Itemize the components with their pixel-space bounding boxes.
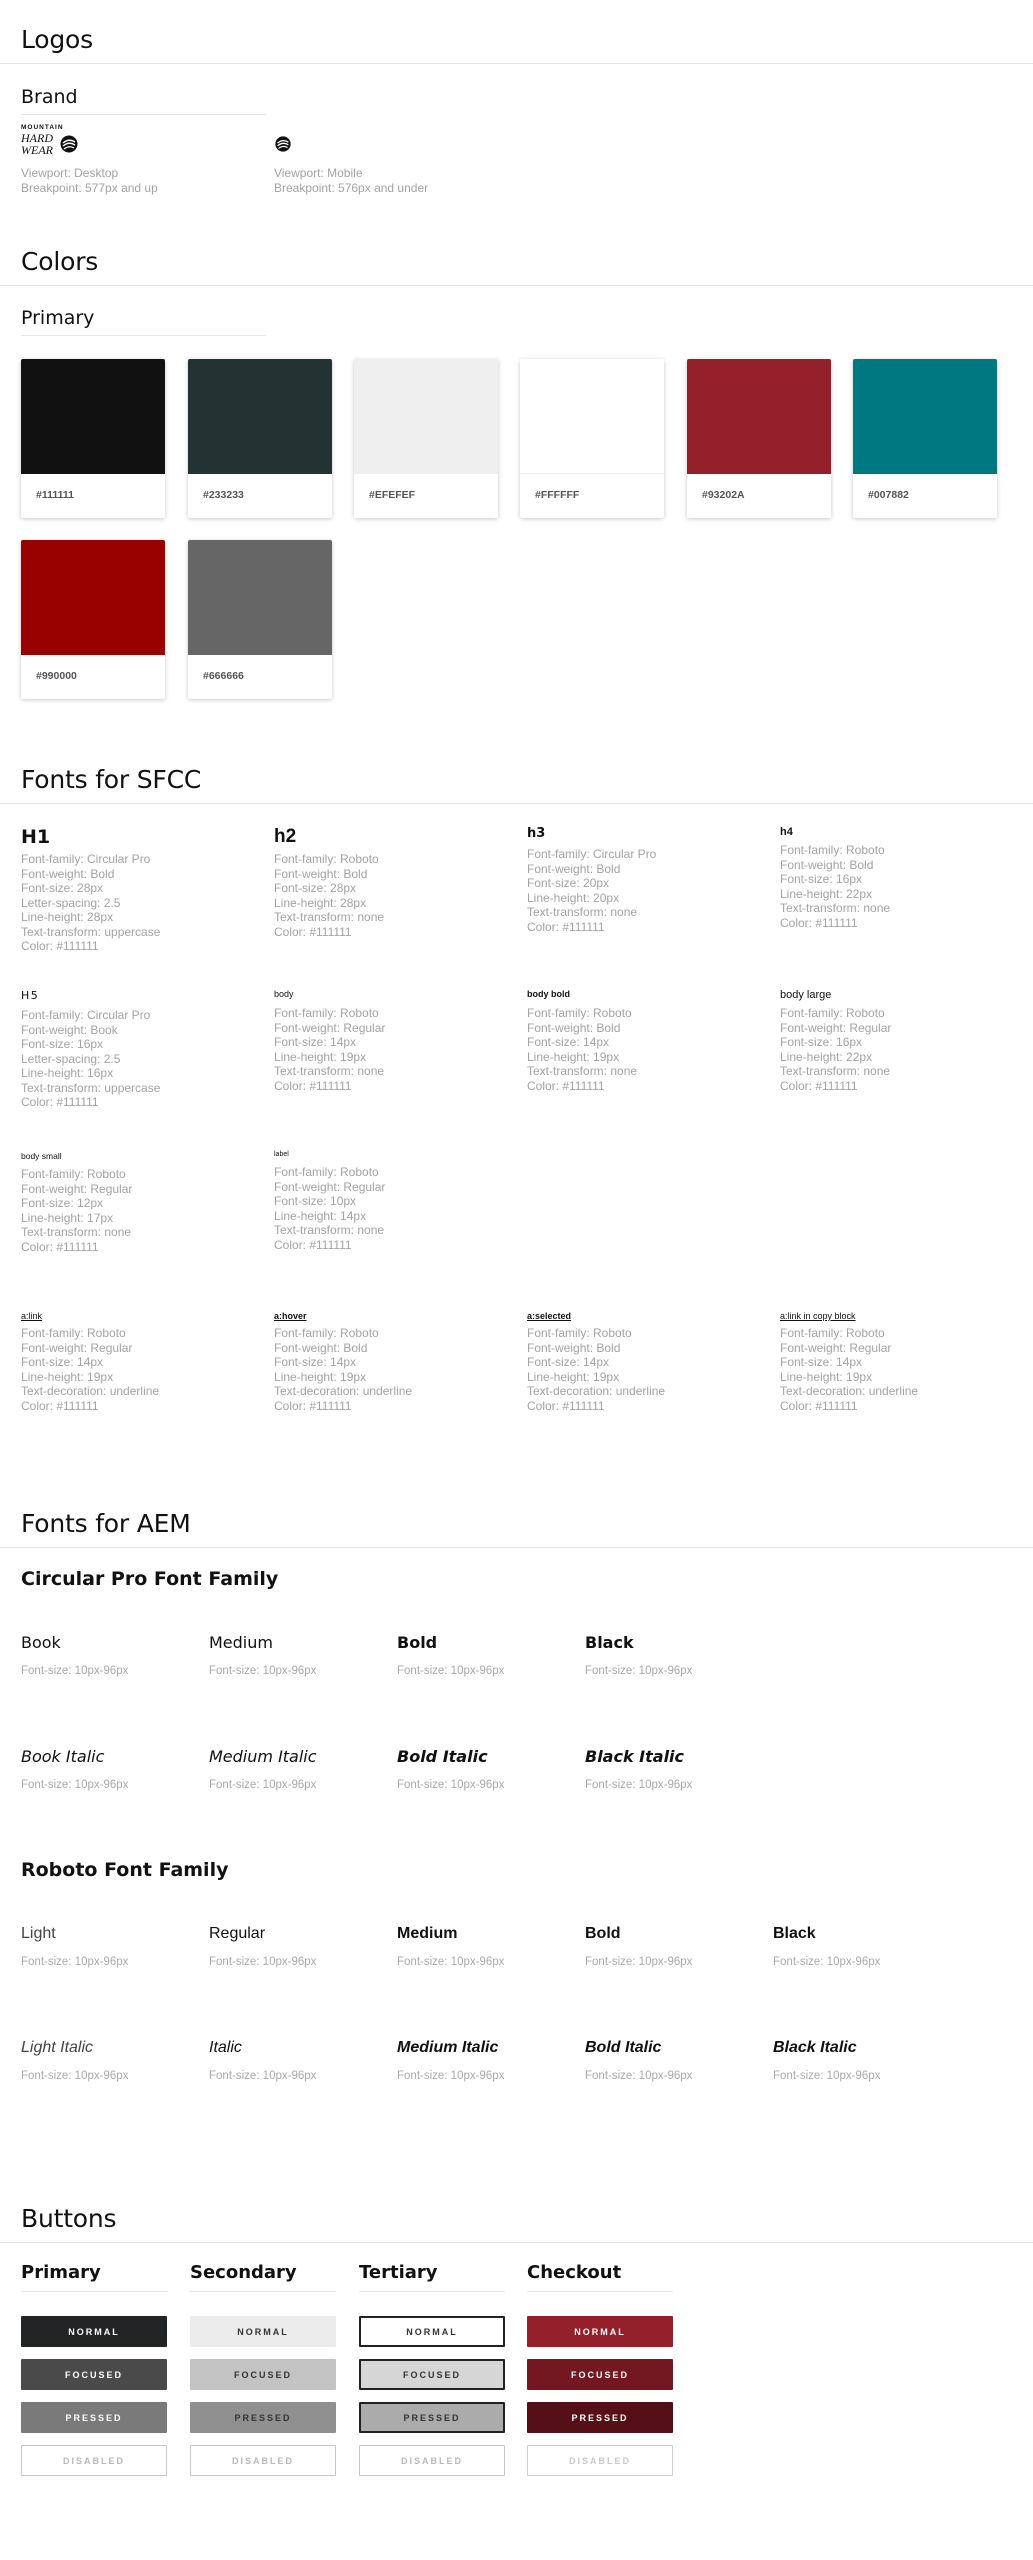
- font-spec-line: Line-height: 17px: [21, 1210, 114, 1225]
- font-spec-line: Font-family: Roboto: [274, 852, 379, 866]
- circular-italic-sample: [21, 1747, 201, 1791]
- colors-section-title: Colors: [21, 247, 99, 276]
- font-size-range: Font-size: 10px-96px: [397, 1956, 505, 1968]
- tertiary-button-pressed[interactable]: PRESSED: [359, 2402, 505, 2433]
- section-divider: [0, 63, 1033, 64]
- subsection-divider: [21, 335, 266, 336]
- font-spec-details: [21, 1326, 261, 1413]
- font-spec-line: Font-size: 16px: [780, 1035, 863, 1049]
- font-spec-line: Line-height: 22px: [780, 1049, 873, 1064]
- font-spec-line: Font-family: Circular Pro: [527, 847, 657, 861]
- roboto-regular-sample: [773, 1925, 953, 1968]
- font-spec-name: label: [274, 1151, 289, 1158]
- font-weight-name: Light Italic: [21, 2039, 94, 2056]
- circular-regular-sample: [21, 1633, 201, 1677]
- font-spec-line: Color: #111111: [21, 1095, 99, 1109]
- font-spec-line: Text-decoration: underline: [527, 1384, 666, 1398]
- font-spec-line: Font-weight: Regular: [780, 1340, 892, 1355]
- font-spec-line: Color: #111111: [21, 939, 99, 953]
- color-swatch: [520, 359, 664, 518]
- font-spec-line: Text-transform: none: [780, 1064, 891, 1078]
- font-spec-h1: [21, 826, 261, 954]
- font-spec-line: Line-height: 19px: [274, 1049, 367, 1064]
- font-spec-line: Color: #111111: [21, 1239, 99, 1254]
- font-spec-line: Font-size: 14px: [274, 1035, 357, 1049]
- checkout-button-disabled: DISABLED: [527, 2445, 673, 2476]
- font-spec-line: Font-size: 12px: [21, 1196, 104, 1210]
- font-spec-line: Font-family: Roboto: [780, 1006, 885, 1020]
- font-spec-line: Font-size: 14px: [274, 1355, 357, 1369]
- font-spec-line: Text-transform: none: [274, 1223, 385, 1237]
- logos-section-title: Logos: [21, 25, 93, 54]
- color-chip: [520, 359, 664, 474]
- color-chip: [188, 359, 332, 474]
- font-spec-details: [21, 852, 261, 954]
- font-spec-details: [274, 852, 514, 939]
- font-spec-line: Font-weight: Bold: [527, 1020, 621, 1035]
- secondary-button-disabled: DISABLED: [190, 2445, 336, 2476]
- font-spec-line: Color: #111111: [274, 924, 352, 939]
- font-spec-line: Font-weight: Bold: [274, 866, 368, 881]
- font-weight-name: Black Italic: [773, 2039, 857, 2056]
- font-spec-details: [527, 1006, 767, 1093]
- font-spec-name: body bold: [527, 989, 570, 999]
- font-spec-line: Font-family: Roboto: [780, 1326, 885, 1340]
- color-hex-label: #666666: [203, 670, 244, 682]
- font-spec-line: Font-size: 28px: [274, 881, 357, 895]
- font-spec-details: [780, 843, 1020, 930]
- font-size-range: Font-size: 10px-96px: [209, 1665, 317, 1677]
- font-spec-line: Font-family: Roboto: [780, 843, 885, 857]
- buttons-section-title: Buttons: [21, 2204, 117, 2233]
- font-spec-line: Color: #111111: [527, 1078, 605, 1093]
- font-spec-name: H1: [21, 826, 51, 848]
- font-size-range: Font-size: 10px-96px: [397, 1665, 505, 1677]
- circular-regular-sample: [209, 1633, 389, 1677]
- roboto-regular-sample: [585, 1925, 765, 1968]
- font-spec-h3: [527, 826, 767, 934]
- font-size-range: Font-size: 10px-96px: [585, 1956, 693, 1968]
- font-spec-a-selected: [527, 1311, 767, 1413]
- font-spec-body-bold: [527, 989, 767, 1093]
- color-swatch: [687, 359, 831, 518]
- color-hex-label: #111111: [36, 489, 74, 501]
- color-chip: [188, 540, 332, 655]
- subsection-divider: [21, 2291, 167, 2292]
- font-spec-line: Font-weight: Regular: [274, 1020, 386, 1035]
- font-spec-line: Line-height: 16px: [21, 1066, 114, 1080]
- font-spec-body-large: [780, 989, 1020, 1093]
- font-spec-line: Font-size: 14px: [21, 1355, 104, 1369]
- font-spec-details: [527, 1326, 767, 1413]
- font-spec-name: h2: [274, 826, 297, 847]
- font-spec-line: Font-size: 14px: [527, 1035, 610, 1049]
- font-weight-name: Book Italic: [21, 1747, 105, 1766]
- color-hex-label: #EFEFEF: [369, 489, 416, 501]
- font-weight-name: Medium: [209, 1633, 273, 1652]
- roboto-family-title: Roboto Font Family: [21, 1859, 229, 1881]
- font-spec-line: Font-family: Roboto: [21, 1326, 126, 1340]
- font-spec-line: Line-height: 20px: [527, 890, 620, 905]
- section-divider: [0, 1547, 1033, 1548]
- font-size-range: Font-size: 10px-96px: [21, 1665, 129, 1677]
- roboto-regular-sample: [21, 1925, 201, 1968]
- font-size-range: Font-size: 10px-96px: [585, 1779, 693, 1791]
- font-spec-line: Text-transform: none: [21, 1225, 132, 1239]
- font-spec-line: Font-family: Circular Pro: [21, 852, 151, 866]
- font-spec-line: Font-weight: Bold: [527, 861, 621, 876]
- font-spec-name: a:hover: [274, 1311, 307, 1321]
- font-spec-line: Font-size: 20px: [527, 876, 610, 890]
- checkout-button-normal[interactable]: NORMAL: [527, 2316, 673, 2347]
- brand-logo-mobile-icon: [274, 135, 292, 153]
- font-spec-name: h4: [780, 826, 793, 838]
- font-weight-name: Bold Italic: [397, 1747, 488, 1766]
- font-weight-name: Italic: [209, 2039, 242, 2056]
- font-spec-line: Line-height: 19px: [527, 1049, 620, 1064]
- font-weight-name: Bold: [585, 1925, 621, 1942]
- subsection-divider: [359, 2291, 505, 2292]
- font-spec-line: Font-weight: Regular: [21, 1340, 133, 1355]
- font-spec-line: Line-height: 28px: [274, 895, 367, 910]
- font-spec-line: Color: #111111: [780, 1078, 858, 1093]
- brand-logo-desktop: MOUNTAIN HARD WEAR: [21, 124, 81, 158]
- color-swatch: [21, 540, 165, 699]
- roboto-italic-sample: [209, 2039, 389, 2082]
- font-spec-line: Text-transform: none: [527, 1064, 638, 1078]
- font-size-range: Font-size: 10px-96px: [585, 1665, 693, 1677]
- font-spec-name: body large: [780, 989, 832, 1001]
- font-spec-name: body: [274, 989, 294, 999]
- font-size-range: Font-size: 10px-96px: [209, 1956, 317, 1968]
- font-spec-line: Font-family: Circular Pro: [21, 1008, 151, 1022]
- roboto-italic-sample: [397, 2039, 577, 2082]
- section-divider: [0, 803, 1033, 804]
- color-hex-label: #233233: [203, 489, 244, 501]
- color-swatch: [853, 359, 997, 518]
- circular-italic-sample: [209, 1747, 389, 1791]
- checkout-button-pressed[interactable]: PRESSED: [527, 2402, 673, 2433]
- font-spec-line: Line-height: 19px: [527, 1369, 620, 1384]
- color-chip: [354, 359, 498, 474]
- font-spec-line: Line-height: 22px: [780, 886, 873, 901]
- font-spec-details: [21, 1008, 261, 1110]
- font-size-range: Font-size: 10px-96px: [21, 2070, 129, 2082]
- font-spec-line: Font-weight: Bold: [527, 1340, 621, 1355]
- circular-italic-sample: [397, 1747, 577, 1791]
- font-spec-name: h3: [527, 826, 546, 841]
- font-spec-line: Color: #111111: [274, 1398, 352, 1413]
- color-swatch: [188, 359, 332, 518]
- font-spec-line: Color: #111111: [527, 1398, 605, 1413]
- font-spec-line: Font-weight: Regular: [274, 1179, 386, 1194]
- font-spec-line: Font-weight: Regular: [780, 1020, 892, 1035]
- font-spec-line: Color: #111111: [21, 1398, 99, 1413]
- font-spec-line: Font-size: 10px: [274, 1194, 357, 1208]
- color-hex-label: #990000: [36, 670, 77, 682]
- color-hex-label: #FFFFFF: [535, 489, 580, 501]
- button-group-title-tertiary: Tertiary: [359, 2262, 438, 2283]
- roboto-regular-sample: [397, 1925, 577, 1968]
- font-spec-line: Font-family: Roboto: [274, 1006, 379, 1020]
- font-spec-a-link: [21, 1311, 261, 1413]
- font-spec-details: [274, 1165, 514, 1252]
- font-size-range: Font-size: 10px-96px: [397, 2070, 505, 2082]
- font-spec-line: Font-size: 14px: [780, 1355, 863, 1369]
- font-spec-line: Font-family: Roboto: [527, 1326, 632, 1340]
- font-weight-name: Bold Italic: [585, 2039, 662, 2056]
- font-spec-line: Font-family: Roboto: [21, 1167, 126, 1181]
- font-weight-name: Book: [21, 1633, 61, 1652]
- logo-desktop-viewport: Viewport: Desktop: [21, 166, 119, 180]
- button-group-title-primary: Primary: [21, 2262, 101, 2283]
- color-hex-label: #93202A: [702, 489, 745, 501]
- roboto-italic-sample: [21, 2039, 201, 2082]
- font-size-range: Font-size: 10px-96px: [21, 1956, 129, 1968]
- font-spec-name: a:link: [21, 1311, 43, 1321]
- font-spec-line: Color: #111111: [780, 1398, 858, 1413]
- font-spec-line: Font-family: Roboto: [527, 1006, 632, 1020]
- font-spec-h2: [274, 826, 514, 939]
- font-spec-line: Line-height: 19px: [780, 1369, 873, 1384]
- font-spec-line: Font-size: 28px: [21, 881, 104, 895]
- font-spec-body-small: [21, 1151, 261, 1254]
- circular-family-title: Circular Pro Font Family: [21, 1568, 279, 1590]
- font-spec-details: [527, 847, 767, 934]
- font-spec-name: a:selected: [527, 1311, 572, 1321]
- font-spec-line: Line-height: 28px: [21, 910, 114, 924]
- font-size-range: Font-size: 10px-96px: [209, 2070, 317, 2082]
- font-weight-name: Regular: [209, 1925, 266, 1942]
- secondary-button-normal[interactable]: NORMAL: [190, 2316, 336, 2347]
- font-spec-line: Color: #111111: [527, 919, 605, 934]
- subsection-divider: [21, 114, 266, 115]
- font-size-range: Font-size: 10px-96px: [209, 1779, 317, 1791]
- font-spec-line: Font-size: 14px: [527, 1355, 610, 1369]
- font-spec-name: H5: [21, 989, 40, 1002]
- font-spec-details: [780, 1326, 1020, 1413]
- font-spec-name: body small: [21, 1151, 62, 1161]
- color-swatch: [188, 540, 332, 699]
- color-chip: [853, 359, 997, 474]
- aem-fonts-section-title: Fonts for AEM: [21, 1509, 191, 1538]
- font-spec-name: a:link in copy block: [780, 1311, 856, 1321]
- font-spec-h4: [780, 826, 1020, 930]
- font-spec-line: Color: #111111: [780, 915, 858, 930]
- font-spec-line: Text-transform: none: [527, 905, 638, 919]
- font-size-range: Font-size: 10px-96px: [773, 1956, 881, 1968]
- font-weight-name: Medium: [397, 1925, 458, 1942]
- circular-regular-sample: [585, 1633, 765, 1677]
- font-spec-a-hover: [274, 1311, 514, 1413]
- color-hex-label: #007882: [868, 489, 909, 501]
- button-group-title-checkout: Checkout: [527, 2262, 622, 2283]
- font-spec-details: [274, 1006, 514, 1093]
- font-spec-line: Font-weight: Bold: [274, 1340, 368, 1355]
- primary-button-normal[interactable]: NORMAL: [21, 2316, 167, 2347]
- font-spec-details: [274, 1326, 514, 1413]
- primary-button-pressed[interactable]: PRESSED: [21, 2402, 167, 2433]
- font-spec-h5: [21, 989, 261, 1110]
- font-weight-name: Black: [773, 1925, 816, 1942]
- font-weight-name: Bold: [397, 1633, 438, 1652]
- font-spec-details: [21, 1167, 261, 1254]
- color-chip: [21, 359, 165, 474]
- font-spec-line: Font-weight: Bold: [780, 857, 874, 872]
- secondary-button-focused[interactable]: FOCUSED: [190, 2359, 336, 2390]
- button-group-title-secondary: Secondary: [190, 2262, 297, 2283]
- font-spec-line: Text-transform: none: [274, 910, 385, 924]
- circular-italic-sample: [585, 1747, 765, 1791]
- tertiary-button-focused[interactable]: FOCUSED: [359, 2359, 505, 2390]
- color-swatch: [354, 359, 498, 518]
- font-spec-line: Font-size: 16px: [780, 872, 863, 886]
- font-spec-body: [274, 989, 514, 1093]
- logo-desktop-breakpoint: Breakpoint: 577px and up: [21, 181, 158, 195]
- section-divider: [0, 2242, 1033, 2243]
- font-weight-name: Light: [21, 1925, 56, 1942]
- roboto-italic-sample: [585, 2039, 765, 2082]
- section-divider: [0, 285, 1033, 286]
- color-chip: [687, 359, 831, 474]
- sfcc-fonts-section-title: Fonts for SFCC: [21, 765, 202, 794]
- font-weight-name: Medium Italic: [397, 2039, 499, 2056]
- font-spec-line: Font-family: Roboto: [274, 1165, 379, 1179]
- subsection-divider: [527, 2291, 673, 2292]
- font-spec-line: Font-weight: Book: [21, 1022, 118, 1037]
- brand-subtitle: Brand: [21, 86, 78, 108]
- tertiary-button-disabled: DISABLED: [359, 2445, 505, 2476]
- font-spec-details: [780, 1006, 1020, 1093]
- font-spec-line: Text-transform: uppercase: [21, 1080, 161, 1095]
- font-spec-line: Letter-spacing: 2.5: [21, 1051, 121, 1066]
- font-spec-line: Text-decoration: underline: [780, 1384, 919, 1398]
- color-swatch: [21, 359, 165, 518]
- font-size-range: Font-size: 10px-96px: [397, 1779, 505, 1791]
- font-spec-line: Line-height: 19px: [274, 1369, 367, 1384]
- font-size-range: Font-size: 10px-96px: [773, 2070, 881, 2082]
- circular-regular-sample: [397, 1633, 577, 1677]
- primary-button-focused[interactable]: FOCUSED: [21, 2359, 167, 2390]
- font-spec-line: Text-transform: none: [274, 1064, 385, 1078]
- font-spec-line: Text-decoration: underline: [21, 1384, 160, 1398]
- font-weight-name: Medium Italic: [209, 1747, 317, 1766]
- color-chip: [21, 540, 165, 655]
- subsection-divider: [190, 2291, 336, 2292]
- font-spec-line: Letter-spacing: 2.5: [21, 895, 121, 910]
- font-spec-line: Text-transform: uppercase: [21, 924, 161, 939]
- font-spec-line: Text-transform: none: [780, 901, 891, 915]
- font-spec-label: [274, 1151, 514, 1252]
- font-spec-line: Line-height: 19px: [21, 1369, 114, 1384]
- logo-mobile-viewport: Viewport: Mobile: [274, 166, 363, 180]
- logo-mobile-breakpoint: Breakpoint: 576px and under: [274, 181, 429, 195]
- font-spec-line: Text-decoration: underline: [274, 1384, 413, 1398]
- secondary-button-pressed[interactable]: PRESSED: [190, 2402, 336, 2433]
- font-spec-line: Font-weight: Bold: [21, 866, 115, 881]
- primary-button-disabled: DISABLED: [21, 2445, 167, 2476]
- font-spec-a-link-in-copy-block: [780, 1311, 1020, 1413]
- font-spec-line: Font-size: 16px: [21, 1037, 104, 1051]
- font-spec-line: Font-family: Roboto: [274, 1326, 379, 1340]
- font-spec-line: Font-weight: Regular: [21, 1181, 133, 1196]
- roboto-regular-sample: [209, 1925, 389, 1968]
- font-weight-name: Black: [585, 1633, 634, 1652]
- logo-mark-icon: [59, 134, 79, 154]
- font-spec-line: Color: #111111: [274, 1078, 352, 1093]
- font-spec-line: Color: #111111: [274, 1237, 352, 1252]
- font-spec-line: Line-height: 14px: [274, 1208, 367, 1223]
- checkout-button-focused[interactable]: FOCUSED: [527, 2359, 673, 2390]
- font-size-range: Font-size: 10px-96px: [585, 2070, 693, 2082]
- font-size-range: Font-size: 10px-96px: [21, 1779, 129, 1791]
- roboto-italic-sample: [773, 2039, 953, 2082]
- primary-colors-subtitle: Primary: [21, 307, 95, 329]
- font-weight-name: Black Italic: [585, 1747, 685, 1766]
- tertiary-button-normal[interactable]: NORMAL: [359, 2316, 505, 2347]
